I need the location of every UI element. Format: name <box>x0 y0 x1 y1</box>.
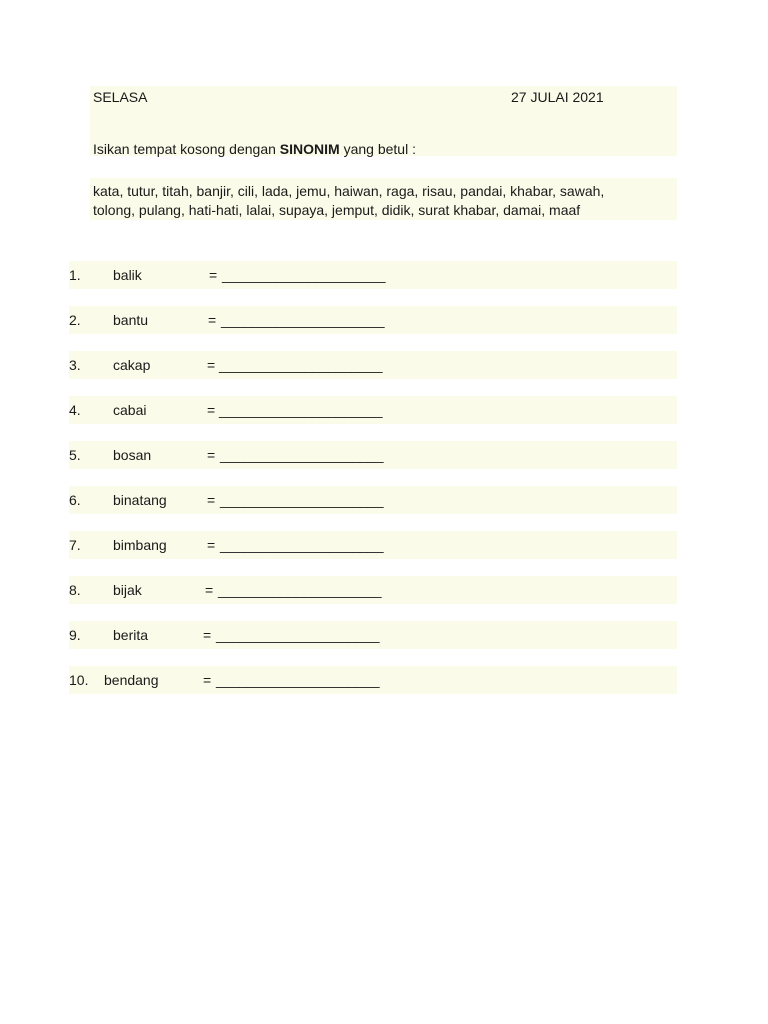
question-word: bijak <box>113 582 142 598</box>
equals-sign: = <box>207 357 216 373</box>
question-row <box>69 351 677 379</box>
instruction-text <box>93 140 416 158</box>
answer-blank[interactable]: _____________________ <box>222 267 386 283</box>
question-word: binatang <box>113 492 167 508</box>
answer-blank[interactable]: _____________________ <box>216 672 380 688</box>
equals-sign: = <box>208 312 217 328</box>
instruction-after: yang betul : <box>339 141 416 157</box>
equals-sign: = <box>207 402 216 418</box>
question-word: berita <box>113 627 149 643</box>
question-word: bimbang <box>113 537 167 553</box>
question-row <box>69 396 677 424</box>
question-row <box>69 666 677 694</box>
equals-sign: = <box>207 492 216 508</box>
question-row <box>69 261 677 289</box>
question-number: 6. <box>69 492 81 508</box>
question-word: bantu <box>113 312 149 328</box>
question-row <box>69 621 677 649</box>
word-bank <box>93 182 675 220</box>
answer-blank[interactable]: _____________________ <box>220 492 384 508</box>
answer-blank[interactable]: _____________________ <box>219 357 383 373</box>
word-bank-line-1: kata, tutur, titah, banjir, cili, lada, jemu, haiwan, raga, risau, pandai, khabar, sawah, <box>93 183 605 199</box>
equals-sign: = <box>207 447 216 463</box>
question-word: bosan <box>113 447 152 463</box>
question-row <box>69 531 677 559</box>
question-word: cabai <box>113 402 147 418</box>
date-label: 27 JULAI 2021 <box>511 89 604 105</box>
question-number: 1. <box>69 267 81 283</box>
question-row <box>69 441 677 469</box>
answer-blank[interactable]: _____________________ <box>219 402 383 418</box>
question-word: balik <box>113 267 142 283</box>
equals-sign: = <box>209 267 218 283</box>
answer-blank[interactable]: _____________________ <box>220 537 384 553</box>
question-number: 2. <box>69 312 81 328</box>
question-number: 3. <box>69 357 81 373</box>
answer-blank[interactable]: _____________________ <box>216 627 380 643</box>
question-row <box>69 486 677 514</box>
equals-sign: = <box>203 627 212 643</box>
question-row <box>69 306 677 334</box>
question-number: 7. <box>69 537 81 553</box>
day-label: SELASA <box>93 89 148 105</box>
question-number: 10. <box>69 672 89 688</box>
instruction-keyword: SINONIM <box>279 141 340 157</box>
question-number: 9. <box>69 627 81 643</box>
answer-blank[interactable]: _____________________ <box>221 312 385 328</box>
word-bank-line-2: tolong, pulang, hati-hati, lalai, supaya, jemput, didik, surat khabar, damai, maaf <box>93 202 581 218</box>
question-number: 4. <box>69 402 81 418</box>
equals-sign: = <box>205 582 214 598</box>
question-word: cakap <box>113 357 151 373</box>
equals-sign: = <box>207 537 216 553</box>
equals-sign: = <box>203 672 212 688</box>
answer-blank[interactable]: _____________________ <box>218 582 382 598</box>
question-word: bendang <box>104 672 159 688</box>
question-number: 8. <box>69 582 81 598</box>
answer-blank[interactable]: _____________________ <box>220 447 384 463</box>
question-number: 5. <box>69 447 81 463</box>
question-row <box>69 576 677 604</box>
instruction-before: Isikan tempat kosong dengan <box>93 141 280 157</box>
